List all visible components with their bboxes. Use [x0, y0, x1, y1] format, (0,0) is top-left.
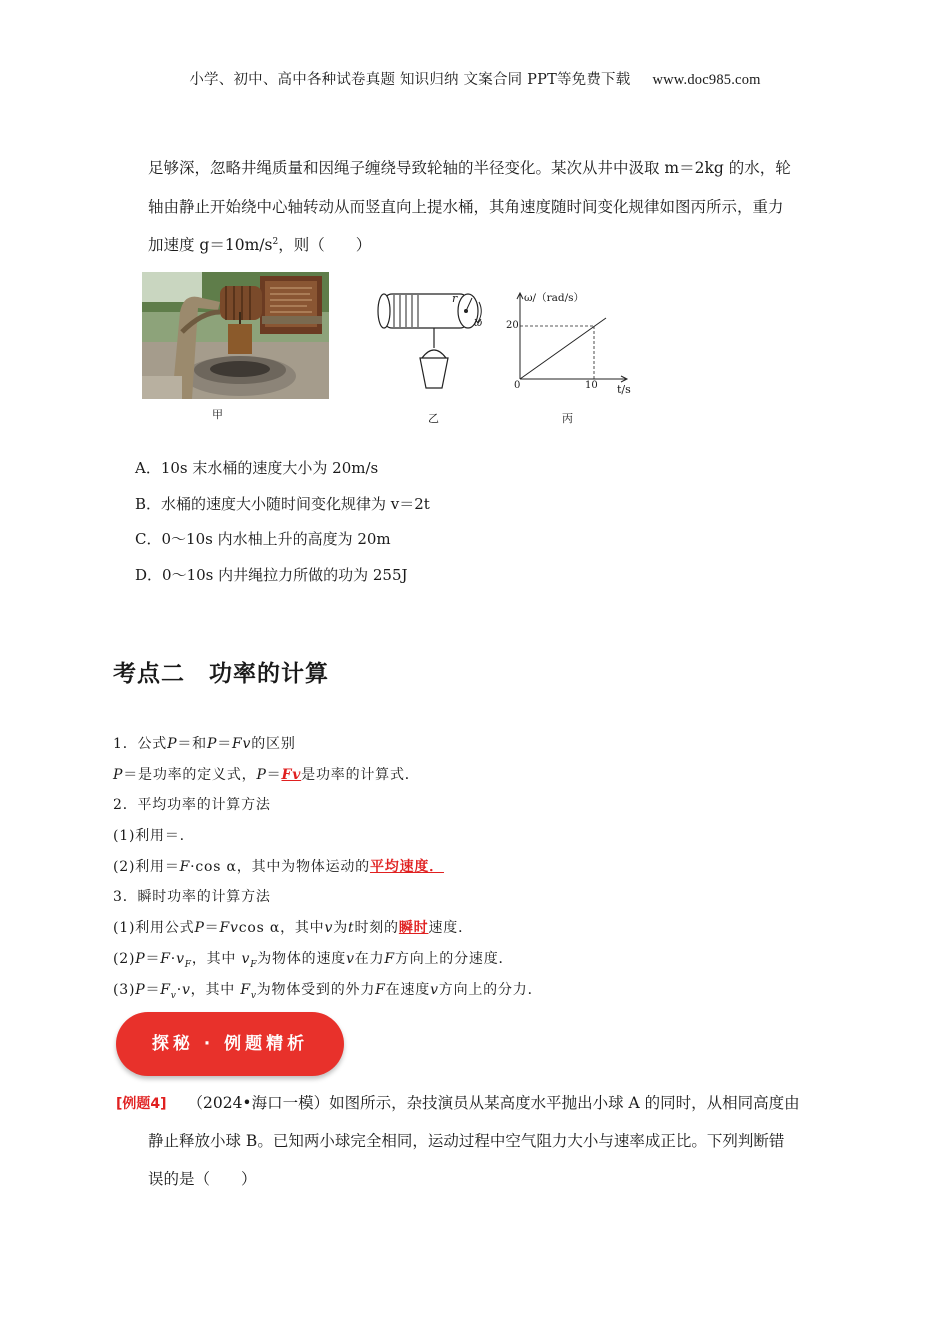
note-8: $(2)P=F\cdot v_F$，其中 $v_F$为物体的速度v在力F方向上的分速度． — [113, 951, 514, 970]
note-6: 3．瞬时功率的计算方法 — [113, 889, 271, 905]
graph-y-label: ω/（rad/s） — [524, 292, 585, 304]
example-line-3: 误的是（ ） — [148, 1170, 257, 1188]
note-7-e: 时刻的 — [354, 920, 399, 936]
problem-line-1: 足够深，忽略井绳质量和因绳子缠绕导致轮轴的半径变化。某次从井中汲取 m＝2kg 的水，轮 — [148, 159, 791, 177]
note-7-b: ＝ — [204, 920, 220, 936]
windlass-radius-label: r — [452, 292, 458, 305]
graph-x-tick: 10 — [585, 380, 598, 391]
header-text: 小学、初中、高中各种试卷真题 知识归纳 文案合同 PPT等免费下载 — [189, 72, 631, 88]
problem-line-2: 轴由静止开始绕中心轴转动从而竖直向上提水桶，其角速度随时间变化规律如图丙所示，重力 — [148, 198, 784, 216]
problem-line-3-sup: 2 — [272, 236, 279, 247]
note-7: (1)利用公式P＝Fvcos α，其中v为t时刻的瞬时速度． — [113, 920, 473, 936]
section-title: 功率的计算 — [209, 661, 329, 687]
header-site: www.doc985.com — [652, 72, 761, 88]
windlass-diagram — [372, 286, 492, 396]
option-b: B．水桶的速度大小随时间变化规律为 v＝2t — [135, 495, 430, 513]
note-9-b: 为物体受到的外力 — [256, 982, 376, 998]
option-d: D．0～10s 内井绳拉力所做的功为 255J — [135, 566, 408, 584]
note-2-a: ＝是功率的定义式， — [123, 767, 257, 783]
note-8-b: 为物体的速度 — [257, 951, 347, 967]
well-photo — [142, 272, 329, 399]
note-9-c: 在速度 — [385, 982, 431, 998]
note-1-b: ＝和 — [177, 736, 207, 752]
note-2-b: 是功率的计算式． — [301, 767, 420, 783]
example-tag: [例题4] — [116, 1096, 167, 1112]
page-header — [0, 68, 950, 89]
option-a: A．10s 末水桶的速度大小为 20m/s — [135, 459, 379, 477]
note-5: (2)利用＝F·cos α，其中为物体运动的平均速度． — [113, 859, 444, 875]
example-banner: 探秘 · 例题精析 — [116, 1012, 344, 1076]
graph-origin-label: 0 — [514, 380, 521, 391]
figure-yi-label: 乙 — [428, 412, 439, 425]
note-9-a: (3) — [113, 982, 136, 998]
note-2-fv: Fv — [281, 767, 302, 783]
note-3: 2．平均功率的计算方法 — [113, 797, 271, 813]
note-7-a: (1)利用公式 — [113, 920, 195, 936]
note-8-c: 在力 — [354, 951, 385, 967]
problem-line-3 — [148, 233, 371, 255]
graph-x-label: t/s — [617, 383, 631, 396]
problem-line-3-a: 加速度 g＝10m/s — [148, 236, 273, 254]
option-c: C．0～10s 内水柚上升的高度为 20m — [135, 530, 391, 548]
problem-line-3-b: ，则（ ） — [278, 236, 372, 254]
note-7-d: 为 — [333, 920, 349, 936]
section-heading — [113, 655, 329, 688]
data-line — [520, 318, 606, 379]
note-1-a: 1．公式 — [113, 736, 168, 752]
note-5-b: ·cos α，其中为物体运动的 — [190, 859, 370, 875]
example-line-1 — [116, 1091, 800, 1113]
section-number: 考点二 — [113, 661, 185, 687]
note-7-c: cos α，其中 — [238, 920, 325, 936]
example-line-2: 静止释放小球 B。已知两小球完全相同，运动过程中空气阻力大小与速率成正比。下列判断错 — [148, 1132, 785, 1150]
example-line-1-text: （2024•海口一模）如图所示，杂技演员从某高度水平抛出小球 A 的同时，从相同高度由 — [187, 1094, 800, 1112]
note-2: P＝是功率的定义式，P＝Fv是功率的计算式． — [113, 767, 420, 783]
windlass-omega-label: ω — [474, 318, 483, 329]
note-7-f: 速度． — [428, 920, 473, 936]
note-7-red: 瞬时 — [398, 920, 429, 936]
note-9-d: 方向上的分力． — [438, 982, 543, 998]
figure-bing-label: 丙 — [562, 412, 573, 425]
note-9: $(3)P=F_v\cdot v$，其中 $F_v$为物体受到的外力F在速度v方向上的分力． — [113, 982, 543, 1001]
note-8-a: (2) — [113, 951, 136, 967]
note-4: (1)利用＝. — [113, 828, 185, 844]
figure-jia-label: 甲 — [212, 408, 223, 421]
note-1: 1．公式P＝和P＝Fv的区别 — [113, 736, 296, 752]
note-8-d: 方向上的分速度． — [394, 951, 514, 967]
note-5-red: 平均速度． — [369, 859, 444, 875]
graph-y-tick: 20 — [506, 320, 519, 331]
note-1-c: 的区别 — [251, 736, 296, 752]
note-5-a: (2)利用＝ — [113, 859, 180, 875]
